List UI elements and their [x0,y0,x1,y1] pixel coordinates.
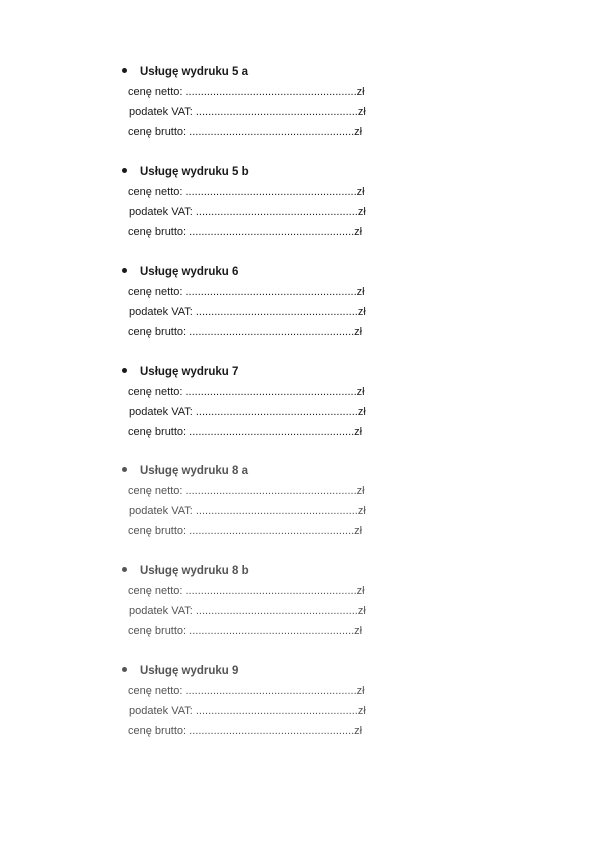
section-heading [122,263,238,281]
vat-line: podatek VAT: .....................................................zł [129,106,366,118]
heading-text: Usługę wydruku 7 [140,366,239,378]
net-price-line: cenę netto: ........................................................zł [128,685,365,697]
gross-price-line: cenę brutto: ......................................................zł [128,525,363,537]
net-price-line: cenę netto: ........................................................zł [128,286,365,298]
heading-text: Usługę wydruku 8 b [140,565,249,577]
heading-text: Usługę wydruku 5 a [140,66,249,78]
vat-line: podatek VAT: .....................................................zł [129,605,366,617]
bullet-icon [122,168,127,173]
section-heading [122,562,249,580]
section-heading [122,163,249,181]
vat-line: podatek VAT: .....................................................zł [129,505,366,517]
section-heading [122,662,238,680]
net-price-line: cenę netto: ........................................................zł [128,86,365,98]
section-heading [122,363,238,381]
heading-text: Usługę wydruku 8 a [140,465,249,477]
heading-text: Usługę wydruku 6 [140,266,239,278]
bullet-icon [122,467,127,472]
gross-price-line: cenę brutto: ......................................................zł [128,426,363,438]
heading-text: Usługę wydruku 5 b [140,166,249,178]
gross-price-line: cenę brutto: ......................................................zł [128,126,363,138]
bullet-icon [122,268,127,273]
gross-price-line: cenę brutto: ......................................................zł [128,625,363,637]
section-heading [122,462,248,480]
bullet-icon [122,667,127,672]
bullet-icon [122,567,127,572]
gross-price-line: cenę brutto: ......................................................zł [128,226,363,238]
gross-price-line: cenę brutto: ......................................................zł [128,326,363,338]
gross-price-line: cenę brutto: ......................................................zł [128,725,363,737]
heading-text: Usługę wydruku 9 [140,665,239,677]
net-price-line: cenę netto: ........................................................zł [128,485,365,497]
vat-line: podatek VAT: .....................................................zł [129,705,366,717]
net-price-line: cenę netto: ........................................................zł [128,186,365,198]
vat-line: podatek VAT: .....................................................zł [129,406,366,418]
bullet-icon [122,368,127,373]
vat-line: podatek VAT: .....................................................zł [129,206,366,218]
bullet-icon [122,68,127,73]
net-price-line: cenę netto: ........................................................zł [128,585,365,597]
net-price-line: cenę netto: ........................................................zł [128,386,365,398]
vat-line: podatek VAT: .....................................................zł [129,306,366,318]
section-heading [122,63,248,81]
